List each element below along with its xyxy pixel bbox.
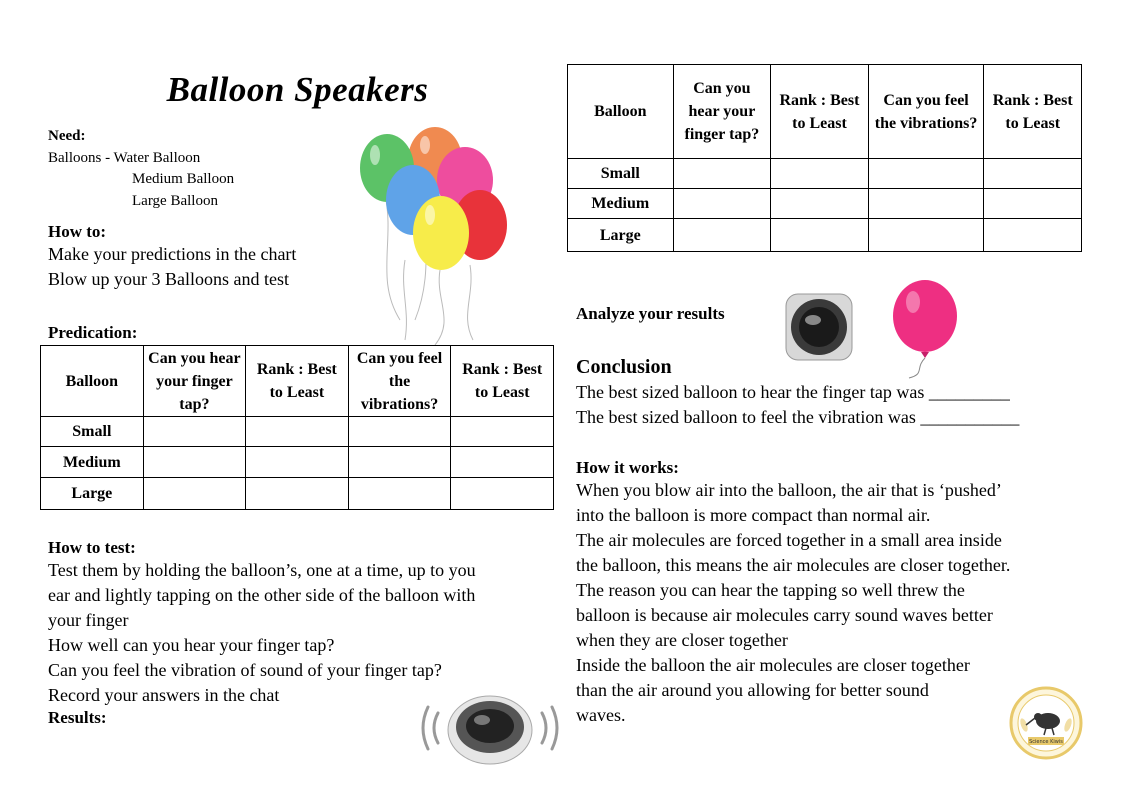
how-to-heading: How to:: [48, 222, 107, 241]
how-it-works-line: than the air around you allowing for better sound: [576, 680, 929, 700]
how-to-line: Make your predictions in the chart: [48, 244, 297, 264]
table-cell[interactable]: [246, 478, 348, 510]
how-to-line: Blow up your 3 Balloons and test: [48, 269, 289, 289]
table-cell[interactable]: [984, 189, 1082, 219]
table-cell[interactable]: [143, 417, 246, 447]
prediction-heading: Predication:: [48, 323, 138, 342]
how-it-works-line: the balloon, this means the air molecules are closer together.: [576, 555, 1011, 575]
need-section: [48, 126, 234, 212]
table-cell[interactable]: [868, 219, 984, 252]
table-cell[interactable]: [771, 159, 869, 189]
how-to-section: [48, 222, 296, 292]
speaker-icon: [782, 290, 856, 364]
table-header: Balloon: [41, 346, 144, 417]
how-to-test-line: Test them by holding the balloon’s, one at a time, up to you: [48, 560, 476, 580]
how-it-works-line: balloon is because air molecules carry sound waves better: [576, 605, 993, 625]
table-cell[interactable]: [771, 189, 869, 219]
analyze-heading: Analyze your results: [576, 304, 725, 323]
science-kiwis-logo: [1008, 685, 1084, 761]
table-header: Rank : Best to Least: [984, 65, 1082, 159]
table-row-label: Small: [41, 417, 144, 447]
table-row-label: Small: [568, 159, 674, 189]
table-cell[interactable]: [348, 417, 451, 447]
table-row-label: Large: [41, 478, 144, 510]
how-to-test-line: Can you feel the vibration of sound of your finger tap?: [48, 660, 442, 680]
need-line: Large Balloon: [132, 192, 218, 209]
table-header: Can you feel the vibrations?: [868, 65, 984, 159]
table-cell[interactable]: [673, 159, 771, 189]
need-line: Balloons - Water Balloon: [48, 149, 201, 166]
conclusion-heading: Conclusion: [576, 356, 672, 378]
table-header: Rank : Best to Least: [771, 65, 869, 159]
table-cell[interactable]: [451, 447, 554, 478]
table-cell[interactable]: [673, 219, 771, 252]
table-header: Can you hear your finger tap?: [673, 65, 771, 159]
table-cell[interactable]: [984, 219, 1082, 252]
prediction-table: [40, 345, 554, 510]
table-row-label: Large: [568, 219, 674, 252]
page-title: Balloon Speakers: [166, 70, 429, 109]
table-header: Rank : Best to Least: [246, 346, 348, 417]
how-to-test-line: Record your answers in the chat: [48, 685, 280, 705]
how-it-works-line: The air molecules are forced together in a small area inside: [576, 530, 1002, 550]
table-cell[interactable]: [984, 159, 1082, 189]
table-cell[interactable]: [246, 417, 348, 447]
table-header: Can you hear your finger tap?: [143, 346, 246, 417]
logo-text: Science Kiwis: [1029, 739, 1063, 745]
results-table: [567, 64, 1082, 252]
how-it-works-line: when they are closer together: [576, 630, 788, 650]
results-heading: Results:: [48, 708, 107, 727]
how-it-works-line: waves.: [576, 705, 626, 725]
speaker-icon: [420, 693, 560, 768]
table-row-label: Medium: [568, 189, 674, 219]
table-cell[interactable]: [451, 478, 554, 510]
how-to-test-line: ear and lightly tapping on the other side of the balloon with: [48, 585, 476, 605]
table-header: Rank : Best to Least: [451, 346, 554, 417]
how-to-test-line: How well can you hear your finger tap?: [48, 635, 335, 655]
table-cell[interactable]: [143, 447, 246, 478]
how-to-test-heading: How to test:: [48, 538, 136, 557]
how-it-works-line: When you blow air into the balloon, the air that is ‘pushed’: [576, 480, 1002, 500]
table-cell[interactable]: [143, 478, 246, 510]
table-cell[interactable]: [673, 189, 771, 219]
how-it-works-heading: How it works:: [576, 458, 679, 477]
table-cell[interactable]: [348, 447, 451, 478]
table-cell[interactable]: [771, 219, 869, 252]
need-line: Medium Balloon: [132, 171, 235, 187]
balloons-illustration: [355, 120, 515, 350]
how-it-works-line: into the balloon is more compact than normal air.: [576, 505, 931, 525]
table-header: Can you feel the vibrations?: [348, 346, 451, 417]
how-to-test-line: your finger: [48, 610, 129, 630]
table-cell[interactable]: [868, 159, 984, 189]
table-cell[interactable]: [451, 417, 554, 447]
need-heading: Need:: [48, 128, 86, 144]
conclusion-line: The best sized balloon to feel the vibration was ___________: [576, 407, 1020, 427]
how-it-works-line: The reason you can hear the tapping so well threw the: [576, 580, 965, 600]
table-cell[interactable]: [348, 478, 451, 510]
table-row-label: Medium: [41, 447, 144, 478]
conclusion-line: The best sized balloon to hear the finger tap was _________: [576, 382, 1010, 402]
table-cell[interactable]: [868, 189, 984, 219]
table-header: Balloon: [568, 65, 674, 159]
how-it-works-line: Inside the balloon the air molecules are closer together: [576, 655, 970, 675]
conclusion-section: [576, 354, 1019, 430]
table-cell[interactable]: [246, 447, 348, 478]
